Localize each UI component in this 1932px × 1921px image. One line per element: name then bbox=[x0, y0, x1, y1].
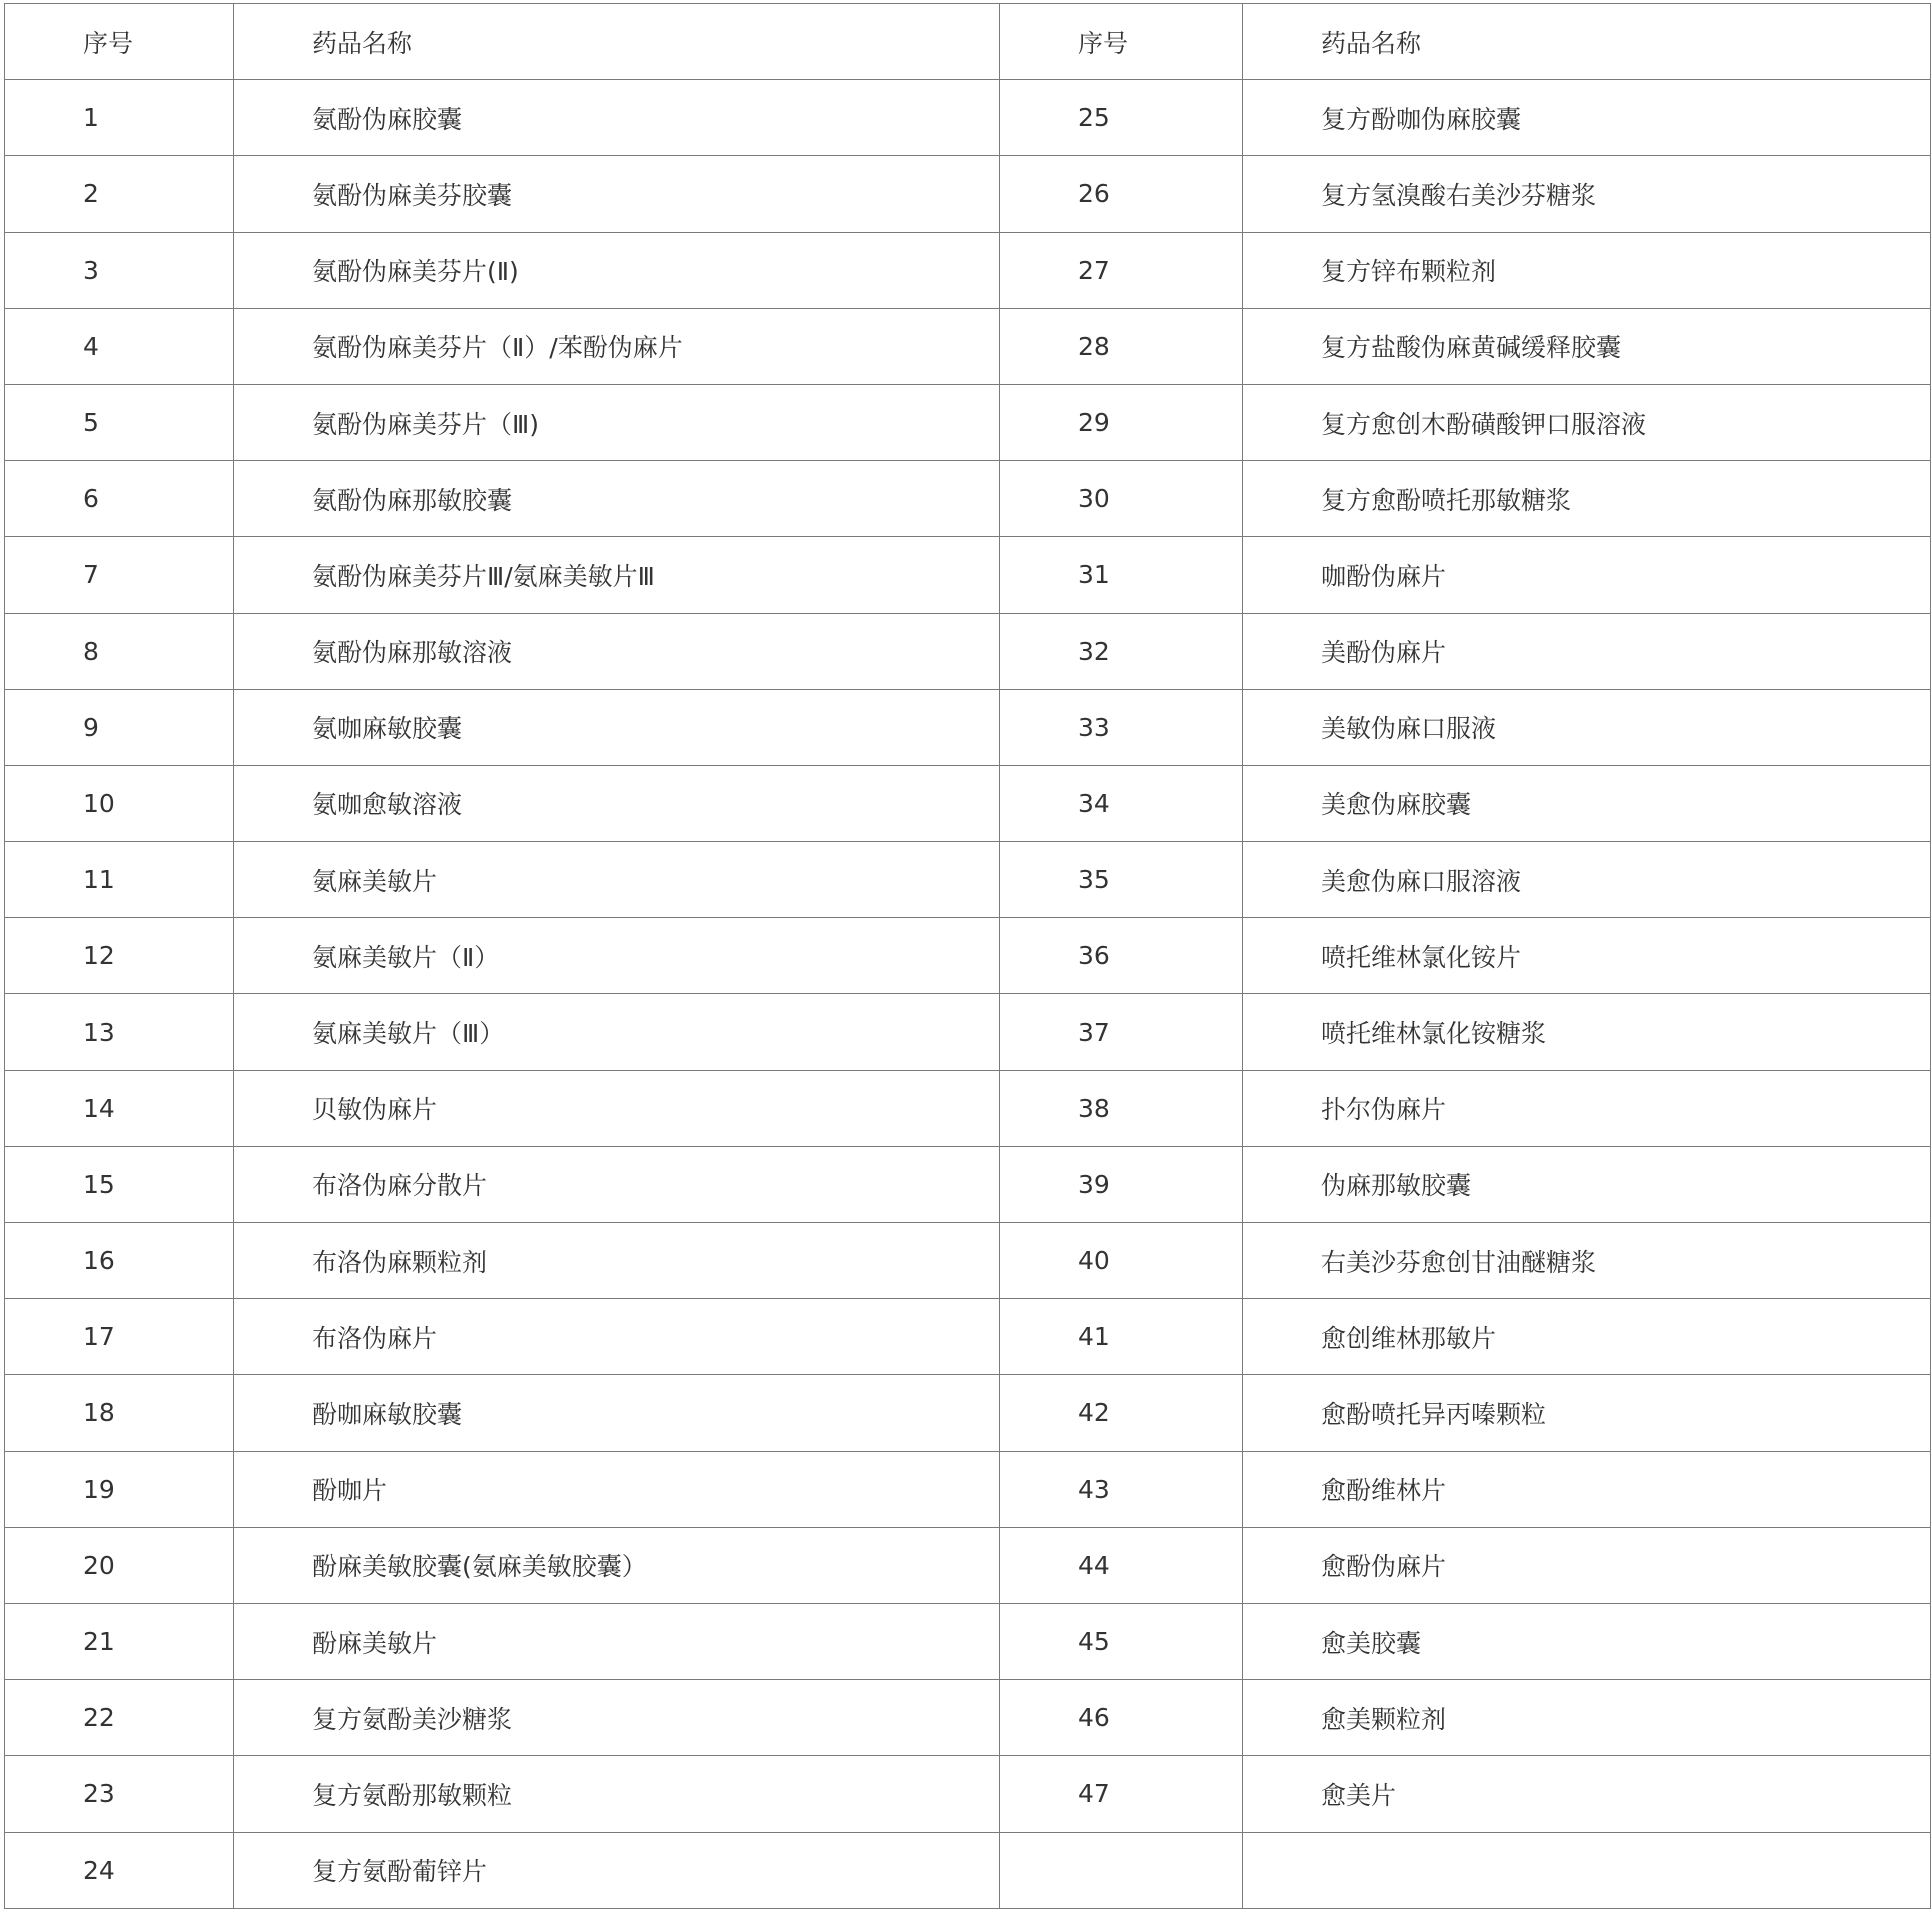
serial-cell: 38 bbox=[1000, 1070, 1243, 1146]
serial-cell: 26 bbox=[1000, 156, 1243, 232]
serial-cell: 32 bbox=[1000, 613, 1243, 689]
serial-cell: 44 bbox=[1000, 1527, 1243, 1603]
table-row bbox=[5, 1299, 1931, 1375]
drug-list-table bbox=[4, 3, 1931, 1909]
serial-cell: 8 bbox=[5, 613, 234, 689]
drug-name-cell: 布洛伪麻颗粒剂 bbox=[234, 1223, 1000, 1299]
drug-name-cell: 氨酚伪麻美芬片（Ⅲ) bbox=[234, 384, 1000, 460]
serial-cell: 24 bbox=[5, 1832, 234, 1908]
drug-name-cell: 美酚伪麻片 bbox=[1243, 613, 1931, 689]
serial-cell: 22 bbox=[5, 1680, 234, 1756]
drug-name-cell: 愈酚伪麻片 bbox=[1243, 1527, 1931, 1603]
drug-name-cell: 氨麻美敏片（Ⅱ） bbox=[234, 918, 1000, 994]
drug-name-cell: 复方锌布颗粒剂 bbox=[1243, 232, 1931, 308]
table-row bbox=[5, 918, 1931, 994]
drug-name-cell: 美愈伪麻口服溶液 bbox=[1243, 842, 1931, 918]
drug-name-cell: 复方盐酸伪麻黄碱缓释胶囊 bbox=[1243, 308, 1931, 384]
drug-name-cell: 愈酚维林片 bbox=[1243, 1451, 1931, 1527]
drug-name-cell: 酚麻美敏片 bbox=[234, 1603, 1000, 1679]
serial-cell: 33 bbox=[1000, 689, 1243, 765]
drug-name-cell: 复方愈创木酚磺酸钾口服溶液 bbox=[1243, 384, 1931, 460]
serial-cell: 5 bbox=[5, 384, 234, 460]
drug-name-cell: 氨咖愈敏溶液 bbox=[234, 765, 1000, 841]
drug-name-cell: 酚麻美敏胶囊(氨麻美敏胶囊） bbox=[234, 1527, 1000, 1603]
table-row bbox=[5, 1451, 1931, 1527]
serial-cell: 21 bbox=[5, 1603, 234, 1679]
serial-cell: 34 bbox=[1000, 765, 1243, 841]
table-row bbox=[5, 80, 1931, 156]
drug-name-cell: 美敏伪麻口服液 bbox=[1243, 689, 1931, 765]
serial-cell: 29 bbox=[1000, 384, 1243, 460]
table-row bbox=[5, 461, 1931, 537]
drug-name-cell: 氨酚伪麻美芬胶囊 bbox=[234, 156, 1000, 232]
drug-name-cell: 复方酚咖伪麻胶囊 bbox=[1243, 80, 1931, 156]
serial-cell: 28 bbox=[1000, 308, 1243, 384]
header-drug-name-left: 药品名称 bbox=[234, 4, 1000, 80]
serial-cell: 23 bbox=[5, 1756, 234, 1832]
table-row bbox=[5, 1223, 1931, 1299]
table-body bbox=[5, 80, 1931, 1909]
serial-cell: 31 bbox=[1000, 537, 1243, 613]
serial-cell: 20 bbox=[5, 1527, 234, 1603]
serial-cell: 46 bbox=[1000, 1680, 1243, 1756]
drug-name-cell: 布洛伪麻片 bbox=[234, 1299, 1000, 1375]
serial-cell: 27 bbox=[1000, 232, 1243, 308]
serial-cell: 11 bbox=[5, 842, 234, 918]
table-row bbox=[5, 1070, 1931, 1146]
drug-name-cell: 氨酚伪麻胶囊 bbox=[234, 80, 1000, 156]
drug-name-cell: 美愈伪麻胶囊 bbox=[1243, 765, 1931, 841]
serial-cell: 30 bbox=[1000, 461, 1243, 537]
table-row bbox=[5, 232, 1931, 308]
drug-name-cell: 复方氨酚美沙糖浆 bbox=[234, 1680, 1000, 1756]
serial-cell: 41 bbox=[1000, 1299, 1243, 1375]
drug-name-cell: 喷托维林氯化铵片 bbox=[1243, 918, 1931, 994]
serial-cell: 42 bbox=[1000, 1375, 1243, 1451]
drug-name-cell: 贝敏伪麻片 bbox=[234, 1070, 1000, 1146]
table-row bbox=[5, 1603, 1931, 1679]
serial-cell: 40 bbox=[1000, 1223, 1243, 1299]
drug-name-cell: 愈创维林那敏片 bbox=[1243, 1299, 1931, 1375]
drug-name-cell: 复方愈酚喷托那敏糖浆 bbox=[1243, 461, 1931, 537]
drug-name-cell: 氨酚伪麻美芬片(Ⅱ) bbox=[234, 232, 1000, 308]
table-row bbox=[5, 1527, 1931, 1603]
header-serial-right: 序号 bbox=[1000, 4, 1243, 80]
serial-cell: 16 bbox=[5, 1223, 234, 1299]
drug-name-cell: 愈酚喷托异丙嗪颗粒 bbox=[1243, 1375, 1931, 1451]
serial-cell: 3 bbox=[5, 232, 234, 308]
drug-name-cell: 伪麻那敏胶囊 bbox=[1243, 1146, 1931, 1222]
drug-name-cell: 愈美片 bbox=[1243, 1756, 1931, 1832]
drug-name-cell: 氨咖麻敏胶囊 bbox=[234, 689, 1000, 765]
serial-cell: 25 bbox=[1000, 80, 1243, 156]
table-row bbox=[5, 384, 1931, 460]
serial-cell: 15 bbox=[5, 1146, 234, 1222]
drug-name-cell: 喷托维林氯化铵糖浆 bbox=[1243, 994, 1931, 1070]
table-row bbox=[5, 1756, 1931, 1832]
serial-cell: 43 bbox=[1000, 1451, 1243, 1527]
drug-name-cell: 愈美颗粒剂 bbox=[1243, 1680, 1931, 1756]
table-row bbox=[5, 689, 1931, 765]
table-row bbox=[5, 1680, 1931, 1756]
serial-cell: 13 bbox=[5, 994, 234, 1070]
drug-name-cell: 布洛伪麻分散片 bbox=[234, 1146, 1000, 1222]
drug-name-cell: 氨酚伪麻那敏溶液 bbox=[234, 613, 1000, 689]
serial-cell: 10 bbox=[5, 765, 234, 841]
table-row bbox=[5, 842, 1931, 918]
drug-name-cell: 氨酚伪麻美芬片Ⅲ/氨麻美敏片Ⅲ bbox=[234, 537, 1000, 613]
drug-name-cell: 咖酚伪麻片 bbox=[1243, 537, 1931, 613]
table-header-row bbox=[5, 4, 1931, 80]
drug-name-cell: 复方氨酚葡锌片 bbox=[234, 1832, 1000, 1908]
serial-cell: 4 bbox=[5, 308, 234, 384]
serial-cell: 19 bbox=[5, 1451, 234, 1527]
table-row bbox=[5, 1146, 1931, 1222]
serial-cell: 36 bbox=[1000, 918, 1243, 994]
drug-name-cell: 复方氨酚那敏颗粒 bbox=[234, 1756, 1000, 1832]
table-row bbox=[5, 994, 1931, 1070]
drug-name-cell: 扑尔伪麻片 bbox=[1243, 1070, 1931, 1146]
drug-name-cell: 氨酚伪麻美芬片（Ⅱ）/苯酚伪麻片 bbox=[234, 308, 1000, 384]
table-row bbox=[5, 156, 1931, 232]
drug-name-cell: 复方氢溴酸右美沙芬糖浆 bbox=[1243, 156, 1931, 232]
drug-name-cell: 右美沙芬愈创甘油醚糖浆 bbox=[1243, 1223, 1931, 1299]
drug-name-cell: 酚咖麻敏胶囊 bbox=[234, 1375, 1000, 1451]
serial-cell: 18 bbox=[5, 1375, 234, 1451]
serial-cell: 37 bbox=[1000, 994, 1243, 1070]
table-row bbox=[5, 613, 1931, 689]
table-row bbox=[5, 1375, 1931, 1451]
serial-cell: 45 bbox=[1000, 1603, 1243, 1679]
serial-cell bbox=[1000, 1832, 1243, 1908]
serial-cell: 47 bbox=[1000, 1756, 1243, 1832]
drug-name-cell: 酚咖片 bbox=[234, 1451, 1000, 1527]
drug-name-cell: 愈美胶囊 bbox=[1243, 1603, 1931, 1679]
serial-cell: 12 bbox=[5, 918, 234, 994]
serial-cell: 9 bbox=[5, 689, 234, 765]
table-row bbox=[5, 765, 1931, 841]
table-row bbox=[5, 308, 1931, 384]
header-serial-left: 序号 bbox=[5, 4, 234, 80]
serial-cell: 35 bbox=[1000, 842, 1243, 918]
serial-cell: 2 bbox=[5, 156, 234, 232]
table-row bbox=[5, 1832, 1931, 1908]
serial-cell: 1 bbox=[5, 80, 234, 156]
table-row bbox=[5, 537, 1931, 613]
serial-cell: 7 bbox=[5, 537, 234, 613]
serial-cell: 17 bbox=[5, 1299, 234, 1375]
header-drug-name-right: 药品名称 bbox=[1243, 4, 1931, 80]
serial-cell: 6 bbox=[5, 461, 234, 537]
serial-cell: 39 bbox=[1000, 1146, 1243, 1222]
drug-name-cell bbox=[1243, 1832, 1931, 1908]
drug-name-cell: 氨麻美敏片 bbox=[234, 842, 1000, 918]
drug-name-cell: 氨麻美敏片（Ⅲ） bbox=[234, 994, 1000, 1070]
serial-cell: 14 bbox=[5, 1070, 234, 1146]
drug-name-cell: 氨酚伪麻那敏胶囊 bbox=[234, 461, 1000, 537]
